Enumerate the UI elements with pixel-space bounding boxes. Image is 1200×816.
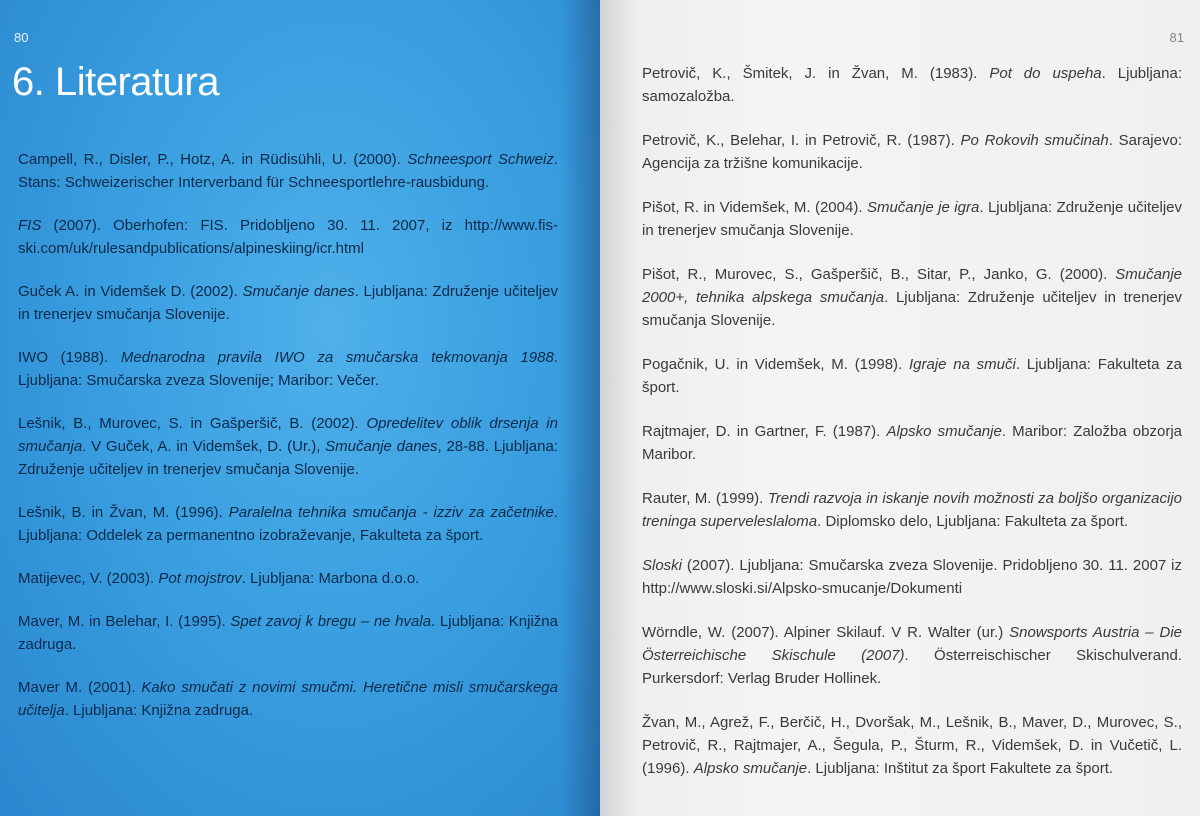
section-heading: 6. Literatura xyxy=(12,60,219,104)
reference-item: IWO (1988). Mednarodna pravila IWO za smučarska tekmovanja 1988. Ljubljana: Smučarska zveza Slovenije; Maribor: Večer. xyxy=(18,349,558,389)
reference-item: Matijevec, V. (2003). Pot mojstrov. Ljubljana: Marbona d.o.o. xyxy=(18,570,420,587)
reference-item: Pišot, R. in Videmšek, M. (2004). Smučanje je igra. Ljubljana: Združenje učiteljev in trenerjev smučanja Slovenije. xyxy=(642,199,1183,239)
page-number-left: 80 xyxy=(14,30,29,45)
reference-item: FIS (2007). Oberhofen: FIS. Pridobljeno 30. 11. 2007, iz http://www.fis-ski.com/uk/rulesandpublications/alpineskiing/icr.html xyxy=(18,217,558,257)
reference-item: Rauter, M. (1999). Trendi razvoja in iskanje novih možnosti za boljšo organizacijo treninga superveleslaloma. Diplomsko delo, Ljubljana: Fakulteta za šport. xyxy=(642,490,1182,530)
reference-item: Campell, R., Disler, P., Hotz, A. in Rüdisühli, U. (2000). Schneesport Schweiz. Stans: Schweizerischer Interverband für Schneesportlehre-rausbidung. xyxy=(18,151,558,191)
reference-item: Petrovič, K., Šmitek, J. in Žvan, M. (1983). Pot do uspeha. Ljubljana: samozaložba. xyxy=(642,65,1182,105)
reference-item: Sloski (2007). Ljubljana: Smučarska zveza Slovenije. Pridobljeno 30. 11. 2007 iz http://www.sloski.si/Alpsko-smucanje/Dokumenti xyxy=(642,557,1182,597)
reference-list-left xyxy=(18,148,558,742)
reference-item: Rajtmajer, D. in Gartner, F. (1987). Alpsko smučanje. Maribor: Založba obzorja Maribor. xyxy=(642,423,1183,463)
reference-item: Lešnik, B., Murovec, S. in Gašperšič, B. (2002). Opredelitev oblik drsenja in smučanja. V Guček, A. in Videmšek, D. (Ur.), Smučanje danes, 28-88. Ljubljana: Združenje učiteljev in trenerjev smučanja Slovenije. xyxy=(18,415,558,478)
reference-item: Guček A. in Videmšek D. (2002). Smučanje danes. Ljubljana: Združenje učiteljev in trenerjev smučanja Slovenije. xyxy=(18,283,558,323)
page-number-right: 81 xyxy=(1169,30,1184,45)
reference-item: Lešnik, B. in Žvan, M. (1996). Paralelna tehnika smučanja - izziv za začetnike. Ljubljana: Oddelek za permanentno izobraževanje, Fakulteta za šport. xyxy=(18,504,558,544)
reference-item: Wörndle, W. (2007). Alpiner Skilauf. V R. Walter (ur.) Snowsports Austria – Die Österreichische Skischule (2007). Österreischischer Skischulverand. Purkersdorf: Verlag Bruder Hollinek. xyxy=(642,624,1182,687)
reference-item: Maver M. (2001). Kako smučati z novimi smučmi. Heretične misli smučarskega učitelja. Ljubljana: Knjižna zadruga. xyxy=(18,679,558,719)
reference-item: Pogačnik, U. in Videmšek, M. (1998). Igraje na smuči. Ljubljana: Fakulteta za šport. xyxy=(642,356,1183,396)
reference-item: Pišot, R., Murovec, S., Gašperšič, B., Sitar, P., Janko, G. (2000). Smučanje 2000+, tehnika alpskega smučanja. Ljubljana: Združenje učiteljev in trenerjev smučanja Slovenije. xyxy=(642,266,1182,329)
reference-list-right xyxy=(642,62,1182,801)
reference-item: Maver, M. in Belehar, I. (1995). Spet zavoj k bregu – ne hvala. Ljubljana: Knjižna zadruga. xyxy=(18,613,558,653)
reference-item: Petrovič, K., Belehar, I. in Petrovič, R. (1987). Po Rokovih smučinah. Sarajevo: Agencija za tržišne komunikacije. xyxy=(642,132,1182,172)
reference-item: Žvan, M., Agrež, F., Berčič, H., Dvoršak, M., Lešnik, B., Maver, D., Murovec, S., Petrovič, R., Rajtmajer, A., Šegula, P., Šturm, R., Videmšek, D. in Vučetič, L. (1996). Alpsko smučanje. Ljubljana: Inštitut za šport Fakultete za šport. xyxy=(642,714,1182,777)
